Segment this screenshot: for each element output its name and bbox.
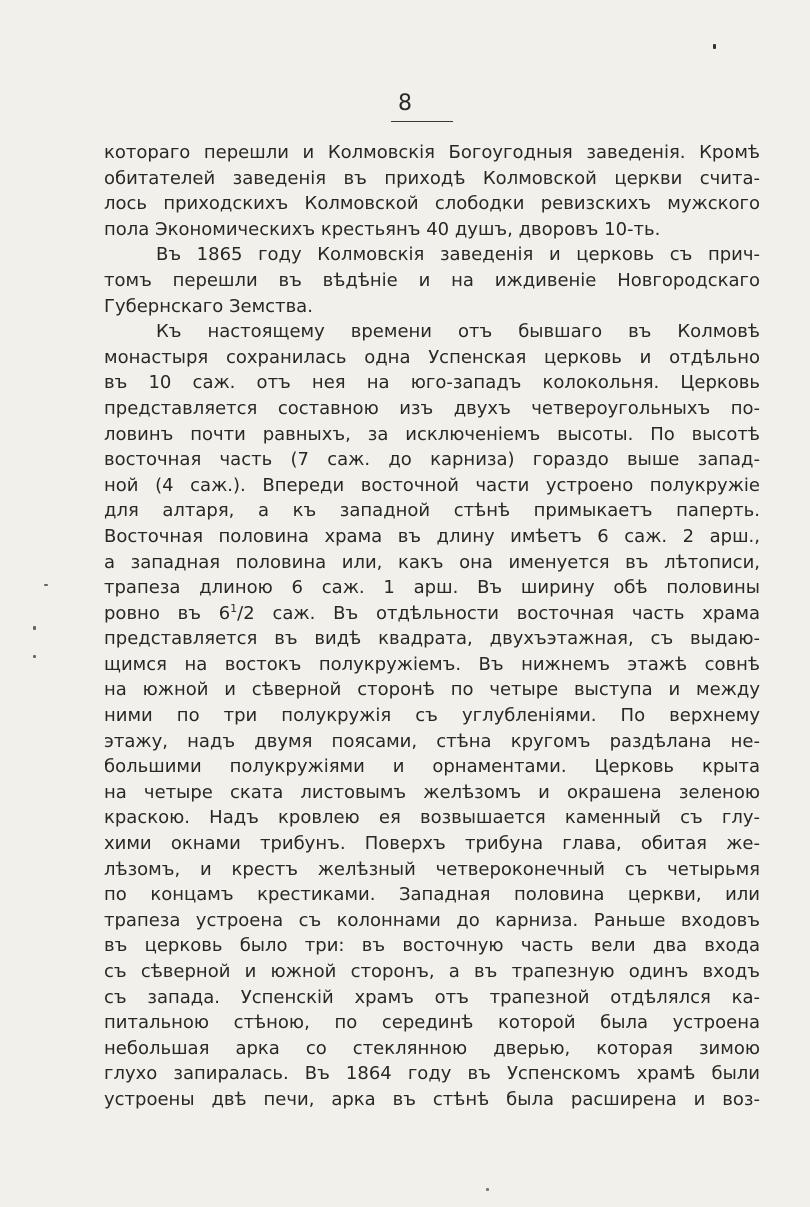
scan-speck: [486, 1188, 489, 1191]
text-line: трапеза устроена съ колоннами до карниза. Раньше входовъ: [104, 909, 760, 931]
body-text: [104, 140, 760, 1138]
text-line: томъ перешли въ вѣдѣніе и на иждивеніе Новгородскаго: [104, 269, 760, 291]
text-line: по концамъ крестиками. Западная половина церкви, или: [104, 884, 760, 906]
text-line: Восточная половина храма въ длину имѣетъ 6 саж. 2 арш.,: [104, 525, 760, 547]
text-line: питальною стѣною, по серединѣ которой была устроена: [104, 1012, 760, 1034]
scan-speck: [33, 655, 36, 658]
text-line: Къ настоящему времени отъ бывшаго въ Колмовѣ: [156, 321, 760, 343]
text-line: а западная половина или, какъ она именуется въ лѣтописи,: [104, 551, 760, 573]
text-line: большими полукружіями и орнаментами. Церковь крыта: [104, 756, 760, 778]
text-segment: /2 саж. Въ отдѣльности восточная часть храма: [237, 602, 760, 624]
text-line: [104, 1113, 760, 1139]
text-line: котораго перешли и Колмовскія Богоугодныя заведенія. Кромѣ: [104, 142, 760, 163]
text-line: ной (4 саж.). Впереди восточной части устроено полукружіе: [104, 474, 760, 496]
text-line: ними по три полукружія съ углубленіями. По верхнему: [104, 705, 760, 727]
text-segment: ровно въ 6: [104, 602, 231, 624]
text-line-with-fraction: [104, 601, 760, 627]
text-line: Губернскаго Земства.: [104, 295, 313, 317]
text-line: съ запада. Успенскій храмъ отъ трапезной отдѣлялся ка-: [104, 986, 760, 1008]
fraction-superscript: 1: [230, 601, 238, 615]
text-line: хими окнами трибунъ. Поверхъ трибуна глава, обитая же-: [104, 833, 760, 855]
scan-speck: [713, 44, 716, 49]
text-line: краскою. Надъ кровлею ея возвышается каменный съ глу-: [104, 807, 760, 829]
text-line: монастыря сохранилась одна Успенская церковь и отдѣльно: [104, 346, 760, 368]
text-line: лось приходскихъ Колмовской слободки ревизскихъ мужского: [104, 193, 760, 215]
text-line: съ сѣверной и южной сторонъ, а въ трапезную одинъ входъ: [104, 961, 760, 982]
scan-speck: [44, 584, 48, 586]
text-line: на четыре ската листовымъ желѣзомъ и окрашена зеленою: [104, 781, 760, 803]
text-line: для алтаря, а къ западной стѣнѣ примыкаетъ паперть.: [104, 500, 760, 522]
text-line: представляется составною изъ двухъ четвероугольныхъ по-: [104, 397, 760, 419]
text-line: глухо запиралась. Въ 1864 году въ Успенскомъ храмѣ были: [104, 1063, 760, 1085]
text-line: ловинъ почти равныхъ, за исключеніемъ высоты. По высотѣ: [104, 423, 760, 445]
scan-speck: [33, 626, 36, 630]
page-number: 8: [398, 91, 412, 116]
text-line: на южной и сѣверной сторонѣ по четыре выступа и между: [104, 679, 760, 701]
text-line: въ церковь было три: въ восточную часть вели два входа: [104, 935, 760, 957]
text-line: Въ 1865 году Колмовскія заведенія и церковь съ прич-: [156, 244, 760, 266]
text-line: устроены двѣ печи, арка въ стѣнѣ была расширена и воз-: [104, 1088, 760, 1110]
text-line: представляется въ видѣ квадрата, двухъэтажная, съ выдаю-: [104, 628, 760, 650]
page-number-rule: [391, 121, 453, 122]
text-line: восточная часть (7 саж. до карниза) гораздо выше запад-: [104, 449, 760, 471]
text-line: щимся на востокъ полукружіемъ. Въ нижнемъ этажѣ совнѣ: [104, 653, 760, 675]
text-line: пола Экономическихъ крестьянъ 40 душъ, дворовъ 10-ть.: [104, 218, 661, 240]
text-line: въ 10 саж. отъ нея на юго-западъ колокольня. Церковь: [104, 372, 760, 394]
text-line: лѣзомъ, и крестъ желѣзный четвероконечный съ четырьмя: [104, 858, 760, 880]
text-line: этажу, надъ двумя поясами, стѣна кругомъ раздѣлана не-: [104, 730, 760, 752]
text-line: небольшая арка со стеклянною дверью, которая зимою: [104, 1037, 760, 1059]
text-line: обитателей заведенія въ приходѣ Колмовской церкви счита-: [104, 167, 760, 189]
text-line: трапеза длиною 6 саж. 1 арш. Въ ширину обѣ половины: [104, 577, 760, 599]
